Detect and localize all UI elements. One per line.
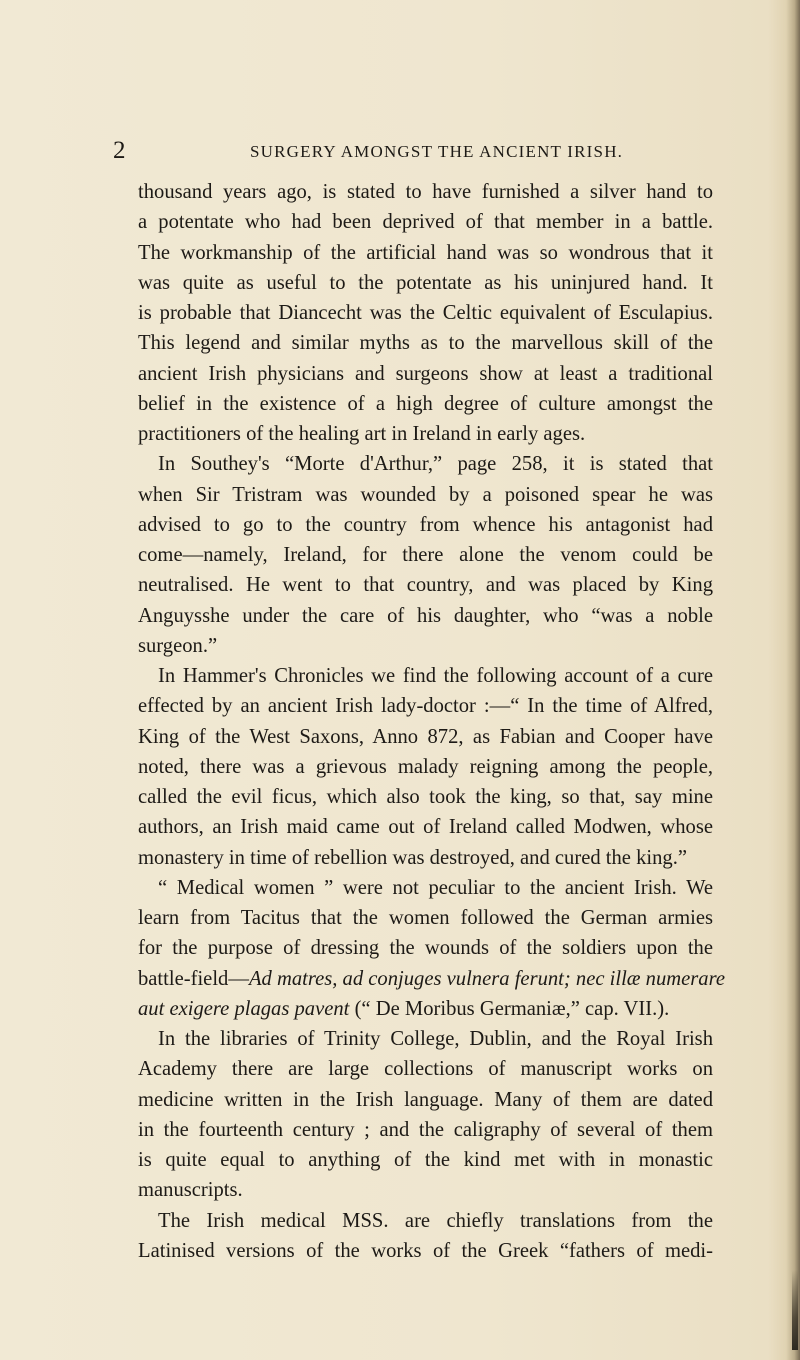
text-line: noted, there was a grievous malady reigning among the people, [138,755,713,778]
text-run: battle-field— [138,967,249,990]
text-line: for the purpose of dressing the wounds of the soldiers upon the [138,937,713,960]
paragraph-start-line: “ Medical women ” were not peculiar to the ancient Irish. We [158,876,713,899]
paragraph-start-line: The Irish medical MSS. are chiefly translations from the [158,1209,713,1232]
text-line: in the fourteenth century ; and the caligraphy of several of them [138,1118,713,1141]
text-line: belief in the existence of a high degree of culture amongst the [138,392,713,415]
text-line: called the evil ficus, which also took the king, so that, say mine [138,786,713,808]
text-line: Academy there are large collections of manuscript works on [138,1058,713,1081]
page-edge-shadow [786,0,800,1360]
text-line-latin-quote [138,964,725,994]
body-text [138,177,725,1266]
text-line: ancient Irish physicians and surgeons show at least a traditional [138,362,713,385]
text-line: thousand years ago, is stated to have furnished a silver hand to [138,181,713,203]
paragraph-start-line: In the libraries of Trinity College, Dublin, and the Royal Irish [158,1028,713,1050]
paragraph-start-line: In Hammer's Chronicles we find the following account of a cure [158,665,713,687]
text-line: King of the West Saxons, Anno 872, as Fabian and Cooper have [138,725,713,748]
latin-quote-italic: aut exigere plagas pavent [138,997,350,1020]
paragraph-end-line [138,994,713,1024]
text-line: Anguysshe under the care of his daughter, who “was a noble [138,604,713,627]
text-line: come—namely, Ireland, for there alone the venom could be [138,544,713,566]
text-line: learn from Tacitus that the women followed the German armies [138,907,713,929]
text-line: authors, an Irish maid came out of Ireland called Modwen, whose [138,816,713,839]
paragraph-end-line: monastery in time of rebellion was destroyed, and cured the king.” [138,846,688,869]
text-line: This legend and similar myths as to the marvellous skill of the [138,332,713,355]
running-title: SURGERY AMONGST THE ANCIENT IRISH. [250,142,624,161]
paragraph-end-line: practitioners of the healing art in Ireland in early ages. [138,423,586,445]
text-line: The workmanship of the artificial hand was so wondrous that it [138,241,713,264]
text-line: medicine written in the Irish language. Many of them are dated [138,1088,713,1111]
paragraph-end-line: manuscripts. [138,1179,243,1202]
text-line: effected by an ancient Irish lady-doctor :—“ In the time of Alfred, [138,695,713,718]
text-line: Latinised versions of the works of the Greek “fathers of medi- [138,1239,713,1262]
page-header [113,136,713,166]
text-line: neutralised. He went to that country, and was placed by King [138,574,713,597]
page-number: 2 [113,137,126,164]
text-line: is probable that Diancecht was the Celtic equivalent of Esculapius. [138,302,713,324]
latin-quote-italic: Ad matres, ad conjuges vulnera ferunt; nec illæ numerare [248,967,725,990]
binding-mark [792,1270,798,1350]
paragraph-start-line: In Southey's “Morte d'Arthur,” page 258, it is stated that [158,453,713,476]
text-line: is quite equal to anything of the kind met with in monastic [138,1149,713,1171]
text-line: a potentate who had been deprived of that member in a battle. [138,211,713,234]
paragraph-end-line: surgeon.” [138,634,218,657]
text-line: was quite as useful to the potentate as his uninjured hand. It [138,271,713,294]
text-line: advised to go to the country from whence his antagonist had [138,513,713,536]
text-line: when Sir Tristram was wounded by a poisoned spear he was [138,483,713,506]
citation: (“ De Moribus Germaniæ,” cap. VII.). [349,997,670,1020]
